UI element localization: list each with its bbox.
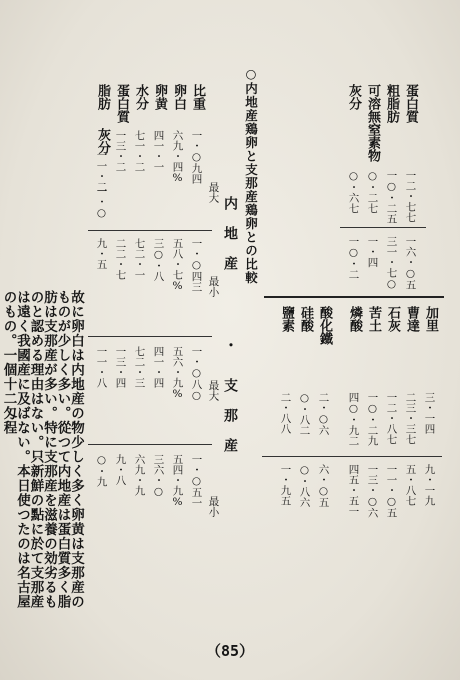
divider (88, 444, 212, 445)
label-fat: 脂肪 (95, 84, 110, 110)
cell: 二二・七 (114, 238, 127, 280)
header-min-1: 最小 (207, 276, 220, 297)
header-min-2: 最小 (207, 496, 220, 517)
label-ash: 灰分 (95, 128, 110, 154)
cell: 一・○五一 (190, 454, 203, 508)
cell: 一一・○五 (385, 464, 398, 518)
cell: 五六・九% (171, 346, 184, 400)
label-magnesia: 苦土 (366, 306, 381, 332)
cell: 二・○六 (317, 392, 330, 436)
label-white: 卵白 (171, 84, 186, 110)
label-yolk: 卵黄 (152, 84, 167, 110)
cell: 一一・八 (95, 346, 108, 388)
cell: 二三・三七 (404, 392, 417, 445)
label-silica: 硅酸 (298, 306, 313, 332)
cell: 一一・二 (95, 150, 108, 192)
label-protein: 蛋白質 (114, 84, 129, 123)
cell: 七二・三 (133, 346, 146, 388)
cell: 一○・二五 (385, 170, 398, 224)
cell: 一・○四三 (190, 238, 203, 292)
cell: 四○・九二 (347, 392, 360, 446)
label-potash: 加里 (423, 306, 438, 332)
cell: 四五・五一 (347, 464, 360, 517)
cell: 五四・九% (171, 454, 184, 508)
cell: 一○・二九 (366, 392, 379, 446)
cell: 一○・二 (347, 236, 360, 280)
header-max-1: 最大 (207, 182, 220, 203)
bullet-dot: ・ (222, 338, 238, 352)
cell: 四一・一 (152, 130, 165, 172)
label-lime: 石灰 (385, 306, 400, 332)
cell: ○・二七 (366, 170, 379, 214)
header-china: 支 那 産 (222, 378, 238, 452)
label-iron-oxide: 酸化鐵 (317, 306, 332, 345)
cell: 一二・七七 (404, 170, 417, 223)
label-protein: 蛋白質 (403, 84, 418, 123)
page-number: （85） (205, 642, 255, 660)
cell: 七一・二 (133, 130, 146, 172)
section-heading: ○内地産鶏卵と支那産鶏卵との比較 (243, 66, 259, 285)
label-ash: 灰分 (346, 84, 361, 110)
divider (262, 456, 442, 457)
cell: 一三・○六 (366, 464, 379, 518)
cell: 三○・八 (152, 238, 165, 282)
cell: 三六・○ (152, 454, 165, 498)
divider (88, 230, 212, 231)
label-water: 水分 (133, 84, 148, 110)
cell: 九・五 (95, 238, 108, 270)
cell: 一・四 (366, 236, 379, 268)
divider (340, 227, 426, 228)
body-paragraph: 故に卵白は内地産の物少しく多く卵黄は支那産のものが少しく多い。從つて内地産は蛋白質多く脂肪は支那産が多い。特に支那産を滋養の効劣るものと認める理由はない。只新鮮の點に於て支那産は遠く我國産に及ばない。本日使つたのは名古屋のもの。一個十二匁程 (0, 290, 84, 609)
cell: ○・八二 (298, 392, 311, 436)
label-chlorine: 鹽素 (279, 306, 294, 332)
cell: 四一・四 (152, 346, 165, 388)
cell: 一二・八七 (385, 392, 398, 445)
cell: 七二・一 (133, 238, 146, 280)
header-inland: 内 地 産 (222, 196, 238, 270)
label-gravity: 比重 (190, 84, 205, 110)
label-soda: 曹達 (404, 306, 419, 332)
cell: 二・八八 (279, 392, 292, 434)
cell: 九・一九 (423, 464, 436, 506)
cell: 三・一四 (423, 392, 436, 434)
cell: 一六・○五 (404, 236, 417, 290)
cell: 一三・四 (114, 346, 127, 388)
cell: 三一・七○ (385, 236, 398, 290)
cell: 六・○五 (317, 464, 330, 508)
cell: 六九・四% (171, 130, 184, 184)
cell: ○・八六 (298, 464, 311, 508)
cell: 一・九五 (279, 464, 292, 506)
cell: ○・六七 (347, 170, 360, 214)
label-fat: 粗脂肪 (384, 84, 399, 123)
cell: ○・九 (95, 454, 108, 487)
label-nfe: 可溶無窒素物 (365, 84, 380, 162)
label-phosphoric: 燐酸 (347, 306, 362, 332)
cell: 六九・九 (133, 454, 146, 496)
divider (88, 336, 212, 337)
header-max-2: 最大 (207, 380, 220, 401)
cell: 一・○ (95, 186, 108, 219)
section-rule (264, 296, 444, 298)
cell: 一・○九四 (190, 130, 203, 184)
cell: 一・○八○ (190, 346, 203, 402)
cell: 五・八七 (404, 464, 417, 506)
cell: 五八・七% (171, 238, 184, 292)
cell: 一三・二 (114, 130, 127, 172)
cell: 九・八 (114, 454, 127, 486)
